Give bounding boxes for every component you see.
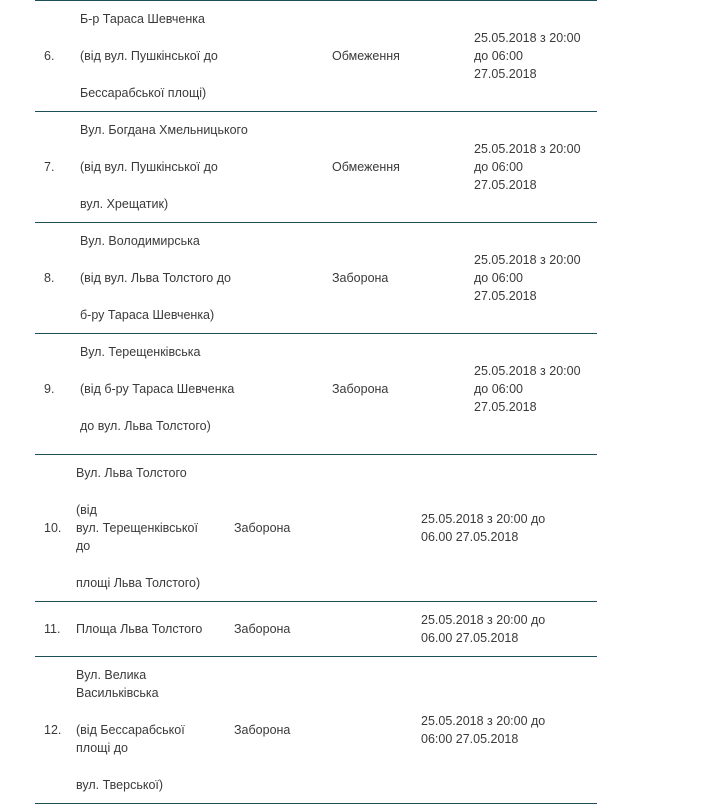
restriction-time: 25.05.2018 з 20:00 до 06.00 27.05.2018 (421, 613, 546, 645)
restriction-type: Заборона (234, 723, 291, 737)
street-name: Вул. Богдана Хмельницького (80, 123, 248, 137)
street-description: Вул. Льва Толстого (від вул. Терещенківської до площі Льва Толстого) (76, 455, 234, 601)
closures-table-part2 (35, 454, 597, 804)
street-from: (від Бессарабської (76, 723, 185, 737)
restriction-time: 25.05.2018 з 20:00 до 06:00 27.05.2018 (474, 364, 581, 414)
restriction-time: 25.05.2018 з 20:00 до 06:00 27.05.2018 (474, 31, 581, 81)
table-row (35, 455, 597, 601)
street-description (80, 1, 332, 111)
restriction-time: 25.05.2018 з 20:00 до 06:00 27.05.2018 (421, 714, 546, 746)
restriction-type: Обмеження (332, 160, 400, 174)
street-to: вул. Тверської) (76, 778, 164, 792)
closures-table-part1 (35, 0, 597, 444)
restriction-type: Заборона (332, 382, 389, 396)
street-name: Вул. Терещенківська (80, 345, 201, 359)
table-row (35, 334, 597, 444)
street-to: Бессарабської площі) (80, 86, 207, 100)
table-row (35, 112, 597, 222)
restriction-time: 25.05.2018 з 20:00 до 06:00 27.05.2018 (474, 142, 581, 192)
restriction-time: 25.05.2018 з 20:00 до 06:00 27.05.2018 (474, 253, 581, 303)
street-from: (від вул. Пушкінської до (80, 160, 218, 174)
restriction-type: Заборона (234, 521, 291, 535)
street-to: площі Льва Толстого) (76, 576, 201, 590)
restriction-type: Обмеження (332, 49, 400, 63)
row-number: 9. (44, 382, 55, 396)
table-row (35, 602, 597, 656)
street-to: вул. Хрещатик) (80, 197, 169, 211)
street-description (80, 334, 332, 444)
street-from: (від вул. Пушкінської до (80, 49, 218, 63)
restriction-type: Заборона (332, 271, 389, 285)
table-row (35, 223, 597, 333)
row-number: 6. (44, 49, 55, 63)
table-row (35, 1, 597, 111)
row-divider (35, 803, 597, 804)
row-number: 7. (44, 160, 55, 174)
street-name: Вул. Велика (76, 668, 147, 682)
street-name: Б-р Тараса Шевченка (80, 12, 205, 26)
street-name: Вул. Володимирська (80, 234, 200, 248)
street-description (80, 112, 332, 222)
table-row (35, 657, 597, 803)
restriction-time: 25.05.2018 з 20:00 до 06.00 27.05.2018 (421, 512, 546, 544)
row-number: 10. (44, 521, 62, 535)
street-description (80, 223, 332, 333)
row-number: 12. (44, 723, 62, 737)
street-name: Площа Льва Толстого (76, 622, 203, 636)
restriction-type: Заборона (234, 622, 291, 636)
street-from: (від (76, 503, 97, 517)
street-to: до вул. Льва Толстого) (80, 419, 211, 433)
street-from: (від б-ру Тараса Шевченка (80, 382, 235, 396)
street-to: б-ру Тараса Шевченка) (80, 308, 215, 322)
row-number: 8. (44, 271, 55, 285)
street-name: Вул. Льва Толстого (76, 466, 187, 480)
street-description (76, 602, 234, 656)
street-description: Вул. Велика Васильківська (від Бессарабської площі до вул. Тверської) (76, 657, 234, 803)
street-from: (від вул. Льва Толстого до (80, 271, 231, 285)
row-number: 11. (44, 622, 61, 636)
